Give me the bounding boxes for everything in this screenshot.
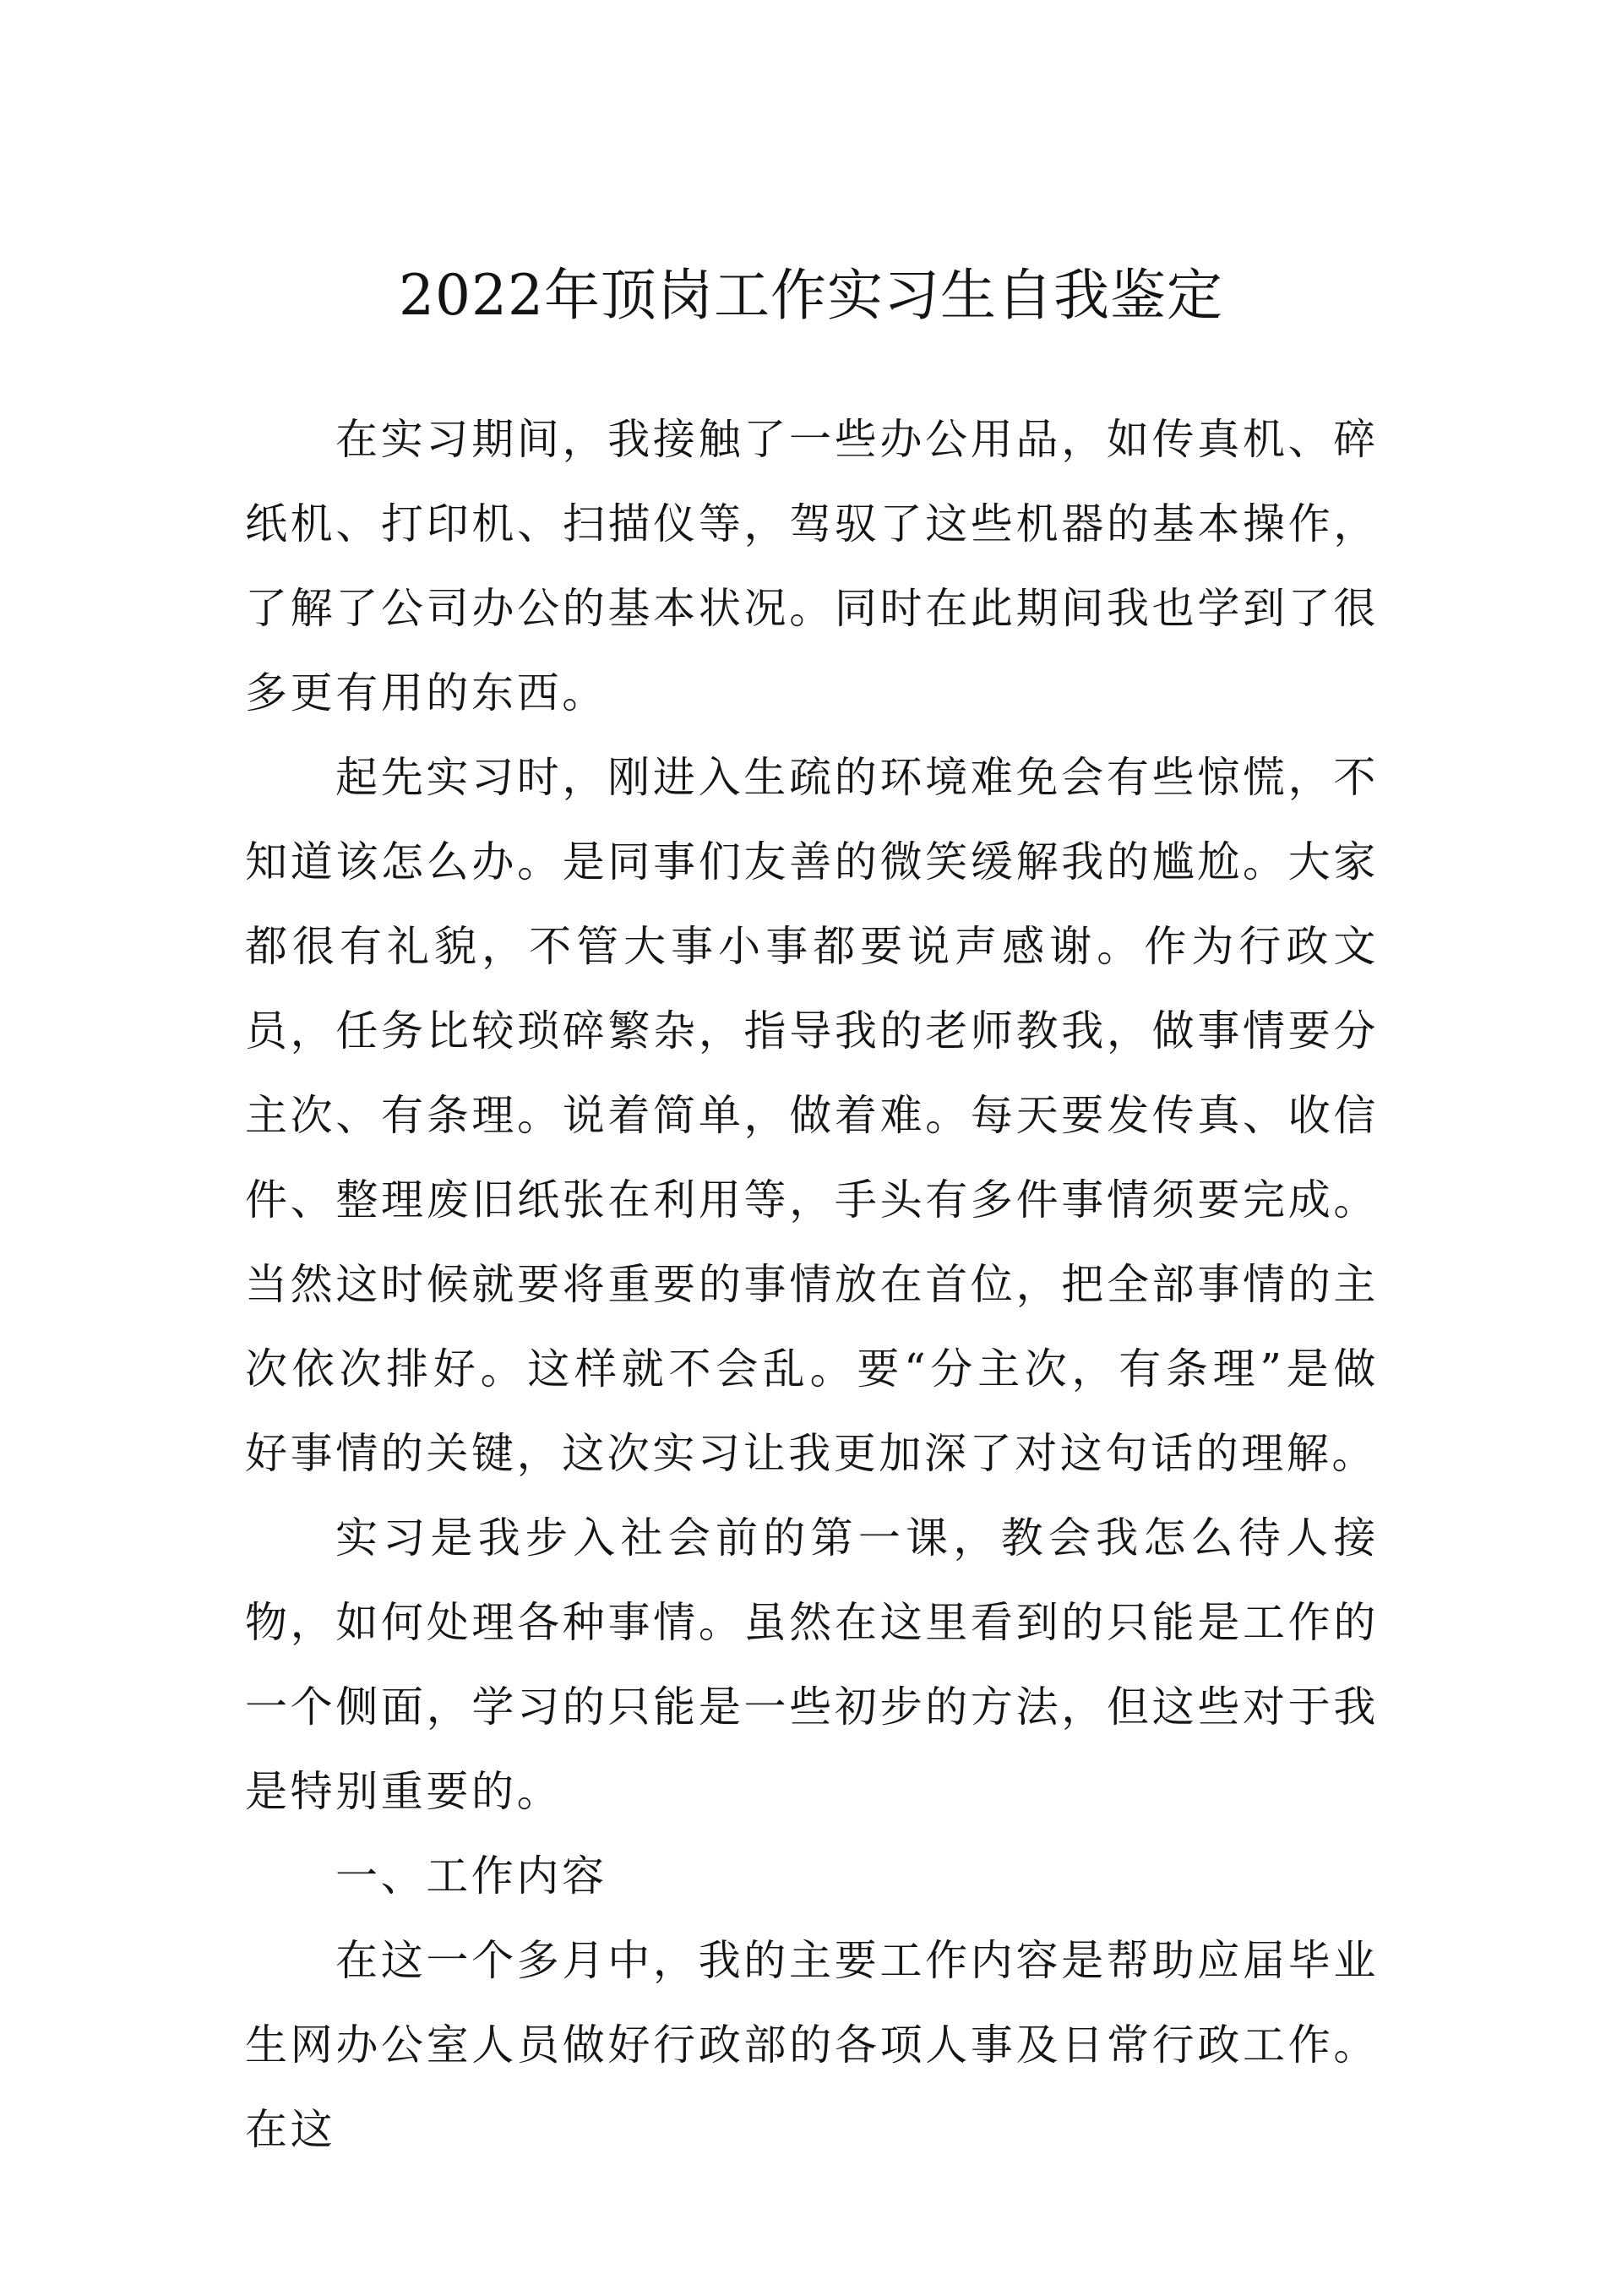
section-heading-work-content: 一、工作内容: [335, 1852, 607, 1901]
document-title: 2022年顶岗工作实习生自我鉴定: [399, 263, 1223, 328]
paragraph-3: 实习是我步入社会前的第一课，教会我怎么待人接物，如何处理各种事情。虽然在这里看到的只能是工作的一个侧面，学习的只能是一些初步的方法，但这些对于我是特别重要的。: [245, 1513, 1379, 1816]
paragraph-2: 起先实习时，刚进入生疏的环境难免会有些惊慌，不知道该怎么办。是同事们友善的微笑缓解我的尴尬。大家都很有礼貌，不管大事小事都要说声感谢。作为行政文员，任务比较琐碎繁杂，指导我的老师教我，做事情要分主次、有条理。说着简单，做着难。每天要发传真、收信件、整理废旧纸张在利用等，手头有多件事情须要完成。当然这时候就要将重要的事情放在首位，把全部事情的主次依次排好。这样就不会乱。要“分主次，有条理”是做好事情的关键，这次实习让我更加深了对这句话的理解。: [245, 753, 1379, 1478]
paragraph-1: 在实习期间，我接触了一些办公用品，如传真机、碎纸机、打印机、扫描仪等，驾驭了这些机器的基本操作，了解了公司办公的基本状况。同时在此期间我也学到了很多更有用的东西。: [245, 415, 1379, 717]
paragraph-4: 在这一个多月中，我的主要工作内容是帮助应届毕业生网办公室人员做好行政部的各项人事及日常行政工作。在这: [245, 1936, 1379, 2154]
document-body: [245, 397, 1379, 2172]
